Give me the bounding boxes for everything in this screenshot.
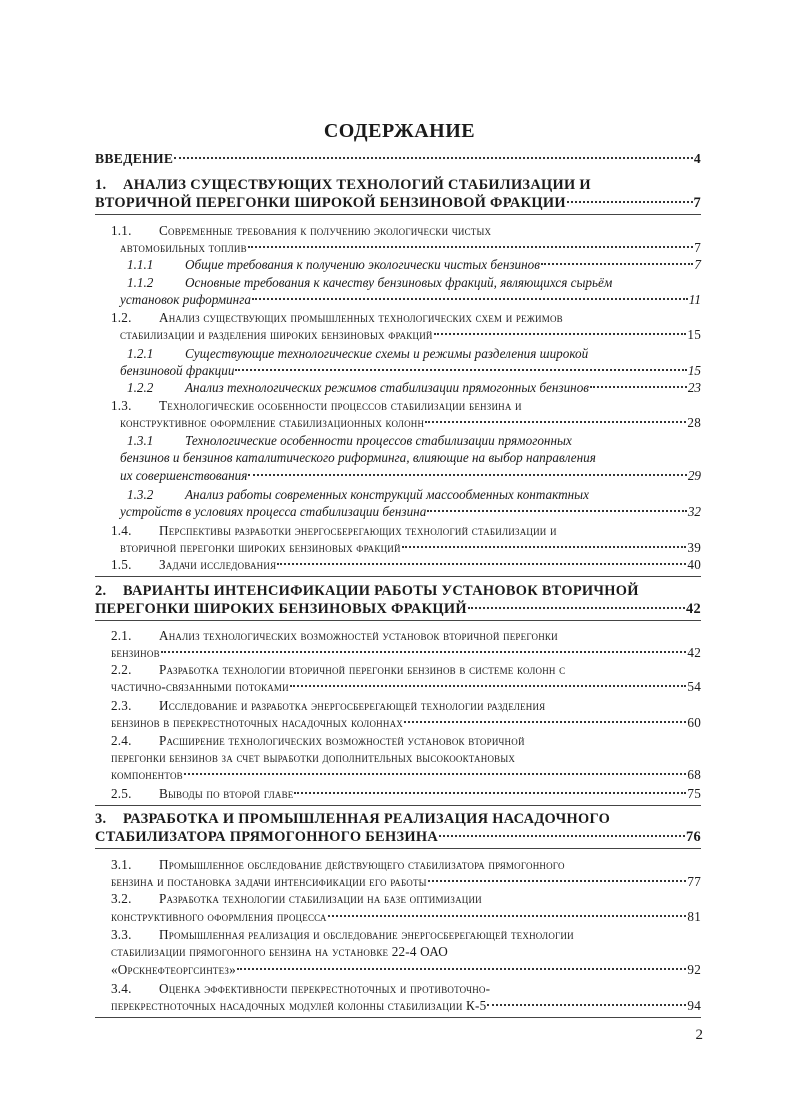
section-title-continued: конструктивное оформление стабилизационных колонн: [120, 415, 425, 430]
toc-page-number: 42: [686, 601, 701, 617]
divider: [95, 576, 701, 577]
leader-dots: [567, 201, 693, 203]
section-number: 2.1.: [111, 628, 132, 643]
toc-page-number: 29: [687, 468, 701, 483]
toc-page-number: 7: [694, 257, 701, 272]
toc-entry-1-3-2[interactable]: [127, 486, 589, 504]
toc-entry-3-1-cont[interactable]: [111, 873, 701, 891]
divider: [95, 620, 701, 621]
chapter-number: 1.: [95, 177, 107, 193]
toc-entry-1-2-cont[interactable]: [120, 326, 701, 344]
section-number: 1.2.1: [127, 346, 154, 361]
toc-entry-3-3-cont2[interactable]: [111, 961, 701, 979]
divider: [95, 1017, 701, 1018]
section-number: 1.1.: [111, 223, 132, 238]
section-number: 1.1.1: [127, 257, 154, 272]
toc-page-number: 39: [687, 540, 701, 555]
section-title: Оценка эффективности перекрестноточных и противоточно-: [159, 981, 491, 996]
section-title: Выводы по второй главе: [159, 786, 294, 801]
section-title: Технологические особенности процессов стабилизации прямогонных: [185, 433, 572, 448]
toc-entry-1-1-2-cont[interactable]: [120, 291, 701, 309]
section-title-continued: стабилизации прямогонного бензина на установке 22-4 ОАО: [111, 944, 449, 959]
section-number: 1.1.2: [127, 275, 154, 290]
section-number: 3.3.: [111, 927, 132, 942]
section-title: Анализ технологических возможностей установок вторичной перегонки: [159, 628, 558, 643]
toc-entry-1-3-2-cont[interactable]: [120, 503, 701, 521]
chapter-title-continued: ПЕРЕГОНКИ ШИРОКИХ БЕНЗИНОВЫХ ФРАКЦИЙ: [95, 601, 467, 617]
toc-entry-1-3[interactable]: [111, 397, 522, 415]
leader-dots: [439, 835, 685, 837]
section-title-continued: стабилизации и разделения широких бензиновых фракций: [120, 327, 433, 342]
toc-entry-2-2-cont[interactable]: [111, 678, 701, 696]
toc-entry-3-4-cont[interactable]: [111, 997, 701, 1015]
toc-entry-1-3-1[interactable]: [127, 432, 572, 450]
toc-entry-1-3-1-cont2[interactable]: [120, 467, 701, 485]
chapter-title: РАЗРАБОТКА И ПРОМЫШЛЕННАЯ РЕАЛИЗАЦИЯ НАСАДОЧНОГО: [123, 811, 611, 827]
section-title-continued: их совершенствования: [120, 468, 248, 483]
section-title: Общие требования к получению экологически чистых бензинов: [185, 257, 540, 272]
toc-entry-1-3-1-cont[interactable]: [120, 449, 596, 467]
section-title: Анализ существующих промышленных технологических схем и режимов: [159, 310, 563, 325]
toc-page-number: 92: [687, 962, 701, 977]
toc-entry-label: ВВЕДЕНИЕ: [95, 151, 174, 166]
leader-dots: [161, 651, 687, 653]
section-title-continued: установок риформинга: [120, 292, 251, 307]
toc-chapter-3-line1[interactable]: [95, 810, 610, 828]
leader-dots: [277, 563, 686, 565]
toc-entry-2-1[interactable]: [111, 627, 558, 645]
toc-entry-2-3-cont[interactable]: [111, 714, 701, 732]
section-title-continued: перекрестноточных насадочных модулей колонны стабилизации К-5: [111, 998, 487, 1013]
section-number: 2.2.: [111, 662, 132, 677]
section-title: Основные требования к качеству бензиновых фракций, являющихся сырьём: [185, 275, 613, 290]
section-title: Существующие технологические схемы и режимы разделения широкой: [185, 346, 589, 361]
section-title: Разработка технологии стабилизации на базе оптимизации: [159, 891, 482, 906]
section-number: 3.4.: [111, 981, 132, 996]
toc-entry-2-2[interactable]: [111, 661, 565, 679]
leader-dots: [402, 546, 687, 548]
section-title-continued: бензинов и бензинов каталитического риформинга, влияющие на выбор направления: [120, 450, 596, 465]
toc-entry-1-1-1[interactable]: [127, 256, 701, 274]
section-title-continued: конструктивного оформления процесса: [111, 909, 327, 924]
leader-dots: [590, 386, 687, 388]
leader-dots: [434, 333, 687, 335]
section-title: Промышленная реализация и обследование энергосберегающей технологии: [159, 927, 574, 942]
leader-dots: [294, 792, 686, 794]
toc-entry-1-4[interactable]: [111, 522, 557, 540]
leader-dots: [468, 607, 685, 609]
toc-page-number: 7: [693, 195, 701, 211]
section-title-continued: перегонки бензинов за счет выработки дополнительных высокооктановых: [111, 750, 516, 765]
toc-page-number: 81: [687, 909, 701, 924]
toc-page-number: 42: [687, 645, 701, 660]
toc-page-number: 4: [693, 151, 701, 166]
toc-chapter-2-line2[interactable]: [95, 600, 701, 618]
section-title: Анализ работы современных конструкций массообменных контактных: [185, 487, 589, 502]
section-title-continued: бензинов: [111, 645, 160, 660]
leader-dots: [290, 685, 687, 687]
chapter-title-continued: ВТОРИЧНОЙ ПЕРЕГОНКИ ШИРОКОЙ БЕНЗИНОВОЙ ФРАКЦИИ: [95, 195, 566, 211]
chapter-number: 2.: [95, 583, 107, 599]
toc-chapter-1-line2[interactable]: [95, 194, 701, 212]
section-title: Разработка технологии вторичной перегонки бензинов в системе колонн с: [159, 662, 566, 677]
toc-page-number: 15: [687, 327, 701, 342]
toc-entry-1-3-cont[interactable]: [120, 414, 701, 432]
toc-entry-1-2-1[interactable]: [127, 345, 588, 363]
section-title-continued: бензинов в перекрестноточных насадочных колоннах: [111, 715, 403, 730]
leader-dots: [425, 421, 686, 423]
toc-entry-intro[interactable]: [95, 150, 701, 168]
chapter-title: ВАРИАНТЫ ИНТЕНСИФИКАЦИИ РАБОТЫ УСТАНОВОК ВТОРИЧНОЙ: [123, 583, 639, 599]
toc-entry-1-1[interactable]: [111, 222, 491, 240]
section-title: Технологические особенности процессов стабилизации бензина и: [159, 398, 522, 413]
toc-entry-1-2-2[interactable]: [127, 379, 701, 397]
toc-page-number: 68: [687, 767, 701, 782]
section-title-continued: вторичной перегонки широких бензиновых фракций: [120, 540, 401, 555]
leader-dots: [404, 721, 686, 723]
leader-dots: [328, 915, 687, 917]
divider: [95, 805, 701, 806]
toc-page-number: 60: [687, 715, 701, 730]
toc-page-number: 32: [687, 504, 701, 519]
section-number: 2.4.: [111, 733, 132, 748]
section-title: Перспективы разработки энергосберегающих технологий стабилизации и: [159, 523, 557, 538]
toc-page-number: 94: [687, 998, 701, 1013]
section-title: Анализ технологических режимов стабилизации прямогонных бензинов: [185, 380, 590, 395]
chapter-title: АНАЛИЗ СУЩЕСТВУЮЩИХ ТЕХНОЛОГИЙ СТАБИЛИЗАЦИИ И: [123, 177, 591, 193]
section-number: 1.3.2: [127, 487, 154, 502]
toc-entry-3-3-cont[interactable]: [111, 943, 448, 961]
page-title: СОДЕРЖАНИЕ: [323, 120, 476, 142]
toc-entry-1-1-cont[interactable]: [120, 239, 701, 257]
toc-entry-1-5[interactable]: [111, 556, 701, 574]
section-number: 1.2.2: [127, 380, 154, 395]
section-title-continued: автомобильных топлив: [120, 240, 247, 255]
section-number: 3.1.: [111, 857, 132, 872]
toc-chapter-2-line1[interactable]: [95, 582, 639, 600]
toc-entry-3-2-cont[interactable]: [111, 908, 701, 926]
toc-page-number: 15: [687, 363, 701, 378]
page-number: 2: [695, 1027, 703, 1043]
section-title: Задачи исследования: [159, 557, 277, 572]
section-number: 1.4.: [111, 523, 132, 538]
section-title-continued: частично-связанными потоками: [111, 679, 289, 694]
leader-dots: [248, 246, 693, 248]
toc-page-number: 75: [687, 786, 701, 801]
toc-chapter-3-line2[interactable]: [95, 828, 701, 846]
toc-entry-1-2-1-cont[interactable]: [120, 362, 701, 380]
section-title-continued: бензиновой фракции: [120, 363, 235, 378]
toc-entry-1-1-2[interactable]: [127, 274, 612, 292]
toc-entry-3-4[interactable]: [111, 980, 490, 998]
toc-page-number: 40: [687, 557, 701, 572]
section-number: 1.2.: [111, 310, 132, 325]
section-number: 1.3.: [111, 398, 132, 413]
section-title: Расширение технологических возможностей установок вторичной: [159, 733, 525, 748]
section-number: 3.2.: [111, 891, 132, 906]
toc-page-number: 77: [687, 874, 701, 889]
section-title-continued: бензина и постановка задачи интенсификации его работы: [111, 874, 427, 889]
chapter-number: 3.: [95, 811, 107, 827]
toc-entry-1-4-cont[interactable]: [120, 539, 701, 557]
leader-dots: [237, 968, 686, 970]
toc-entry-3-1[interactable]: [111, 856, 565, 874]
toc-entry-2-4-cont2[interactable]: [111, 766, 701, 784]
section-number: 1.3.1: [127, 433, 154, 448]
toc-page-number: 54: [687, 679, 701, 694]
divider: [95, 214, 701, 215]
leader-dots: [252, 298, 688, 300]
toc-entry-3-2[interactable]: [111, 890, 482, 908]
toc-page-number: 76: [686, 829, 701, 845]
leader-dots: [248, 474, 686, 476]
section-title-continued: «Орскнефтеоргсинтез»: [111, 962, 236, 977]
leader-dots: [174, 157, 693, 159]
toc-entry-1-2[interactable]: [111, 309, 563, 327]
leader-dots: [541, 263, 693, 265]
section-title: Современные требования к получению экологически чистых: [159, 223, 492, 238]
toc-chapter-1-line1[interactable]: [95, 176, 591, 194]
section-number: 2.3.: [111, 698, 132, 713]
section-number: 1.5.: [111, 557, 132, 572]
section-number: 2.5.: [111, 786, 132, 801]
section-title-continued: компонентов: [111, 767, 183, 782]
leader-dots: [235, 369, 686, 371]
divider: [95, 848, 701, 849]
section-title-continued: устройств в условиях процесса стабилизации бензина: [120, 504, 427, 519]
toc-entry-3-3[interactable]: [111, 926, 574, 944]
section-title: Промышленное обследование действующего стабилизатора прямогонного: [159, 857, 565, 872]
toc-page-number: 11: [688, 292, 701, 307]
leader-dots: [487, 1004, 686, 1006]
leader-dots: [428, 880, 687, 882]
toc-page-number: 28: [687, 415, 701, 430]
toc-entry-2-1-cont[interactable]: [111, 644, 701, 662]
leader-dots: [184, 773, 687, 775]
toc-entry-2-5[interactable]: [111, 785, 701, 803]
section-title: Исследование и разработка энергосберегающей технологии разделения: [159, 698, 546, 713]
toc-page-number: 7: [694, 240, 701, 255]
toc-entry-2-3[interactable]: [111, 697, 545, 715]
toc-entry-2-4[interactable]: [111, 732, 525, 750]
leader-dots: [427, 510, 687, 512]
chapter-title-continued: СТАБИЛИЗАТОРА ПРЯМОГОННОГО БЕНЗИНА: [95, 829, 439, 845]
toc-entry-2-4-cont[interactable]: [111, 749, 515, 767]
toc-page-number: 23: [687, 380, 701, 395]
